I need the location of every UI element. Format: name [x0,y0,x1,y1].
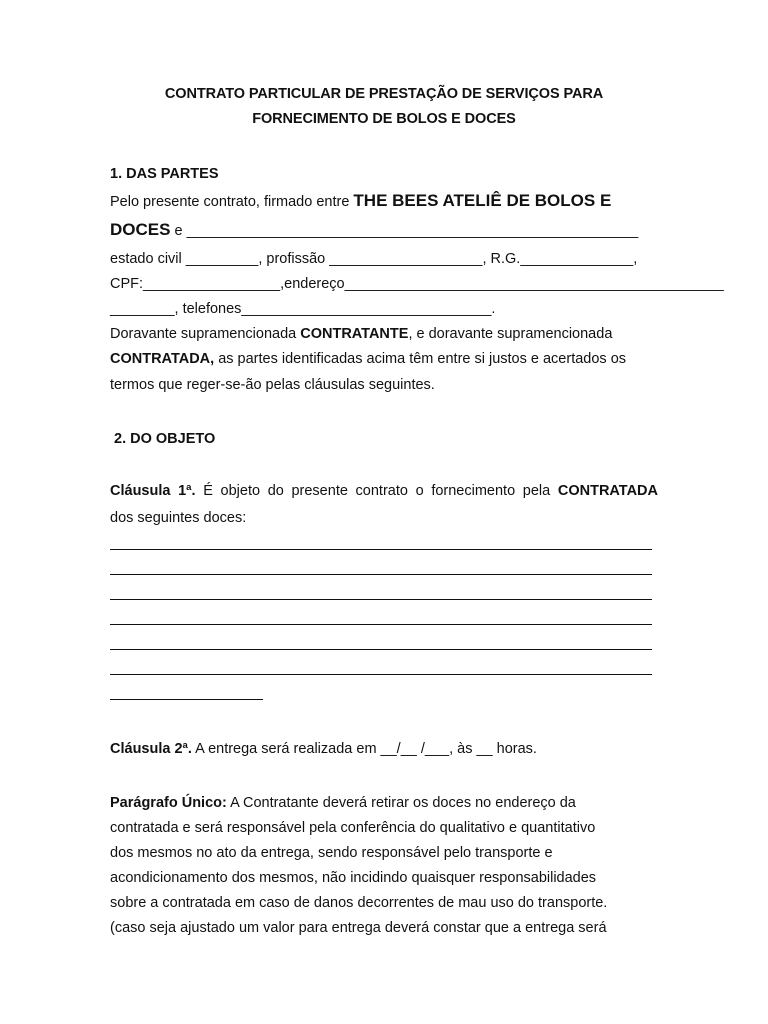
document-title-line-2: FORNECIMENTO DE BOLOS E DOCES [252,111,516,127]
company-name-part-1: THE BEES ATELIÊ DE BOLOS E [353,191,612,210]
parties-line-6-text-a: Doravante supramencionada [110,326,301,342]
clause-2-label: Cláusula 2ª. [110,741,192,757]
contratada-label: CONTRATADA, [110,351,215,367]
parties-line-3: estado civil _________, profissão ___________________, R.G.______________, [110,251,638,267]
fill-in-line [110,549,652,550]
paragraph-line-1 [110,793,576,813]
clause-1-label: Cláusula 1ª. [110,483,196,499]
fill-in-line [110,599,652,600]
parties-line-5: ________, telefones_______________________________. [110,301,496,317]
clause-1-text: É objeto do presente contrato o fornecimento pela [195,483,558,499]
fill-in-line-short [110,699,263,700]
parties-line-7 [110,349,626,369]
parties-line-1 [110,191,611,212]
fill-in-line [110,574,652,575]
parties-line-7-text: as partes identificadas acima têm entre si justos e acertados os [214,351,627,367]
parties-intro: Pelo presente contrato, firmado entre [110,194,354,210]
section-1-heading: 1. DAS PARTES [110,166,219,182]
parties-line-4: CPF:_________________,endereço_______________________________________________ [110,276,724,292]
fill-in-line [110,624,652,625]
parties-line-6 [110,324,612,344]
paragraph-line-2: contratada e será responsável pela conferência do qualitativo e quantitativo [110,820,596,836]
paragraph-line-5: sobre a contratada em caso de danos decorrentes de mau uso do transporte. [110,895,608,911]
parties-line-8: termos que reger-se-ão pelas cláusulas seguintes. [110,377,435,393]
document-title-line-1: CONTRATO PARTICULAR DE PRESTAÇÃO DE SERVIÇOS PARA [164,86,604,102]
fill-in-line [110,649,652,650]
paragraph-line-3: dos mesmos no ato da entrega, sendo responsável pelo transporte e [110,845,553,861]
company-name-part-2: DOCES [110,220,171,239]
clause-2-line [110,739,537,759]
paragraph-line-6: (caso seja ajustado um valor para entrega deverá constar que a entrega será [110,920,607,936]
fill-in-line [110,674,652,675]
clause-1-contratada: CONTRATADA [557,483,658,499]
section-2-heading: 2. DO OBJETO [114,431,216,447]
contratante-label: CONTRATANTE [300,326,409,342]
clause-1-line-2: dos seguintes doces: [110,510,247,526]
paragraph-line-4: acondicionamento dos mesmos, não incidindo quaisquer responsabilidades [110,870,597,886]
parties-line-2-rest: e ________________________________________________________ [170,223,639,239]
parties-line-6-text-c: , e doravante supramencionada [408,326,613,342]
clause-2-text: A entrega será realizada em __/__ /___, às __ horas. [191,741,537,757]
parties-line-2 [110,220,638,241]
clause-1-line-1 [110,483,658,499]
paragraph-text-1: A Contratante deverá retirar os doces no endereço da [226,795,576,811]
paragraph-label: Parágrafo Único: [110,795,227,811]
